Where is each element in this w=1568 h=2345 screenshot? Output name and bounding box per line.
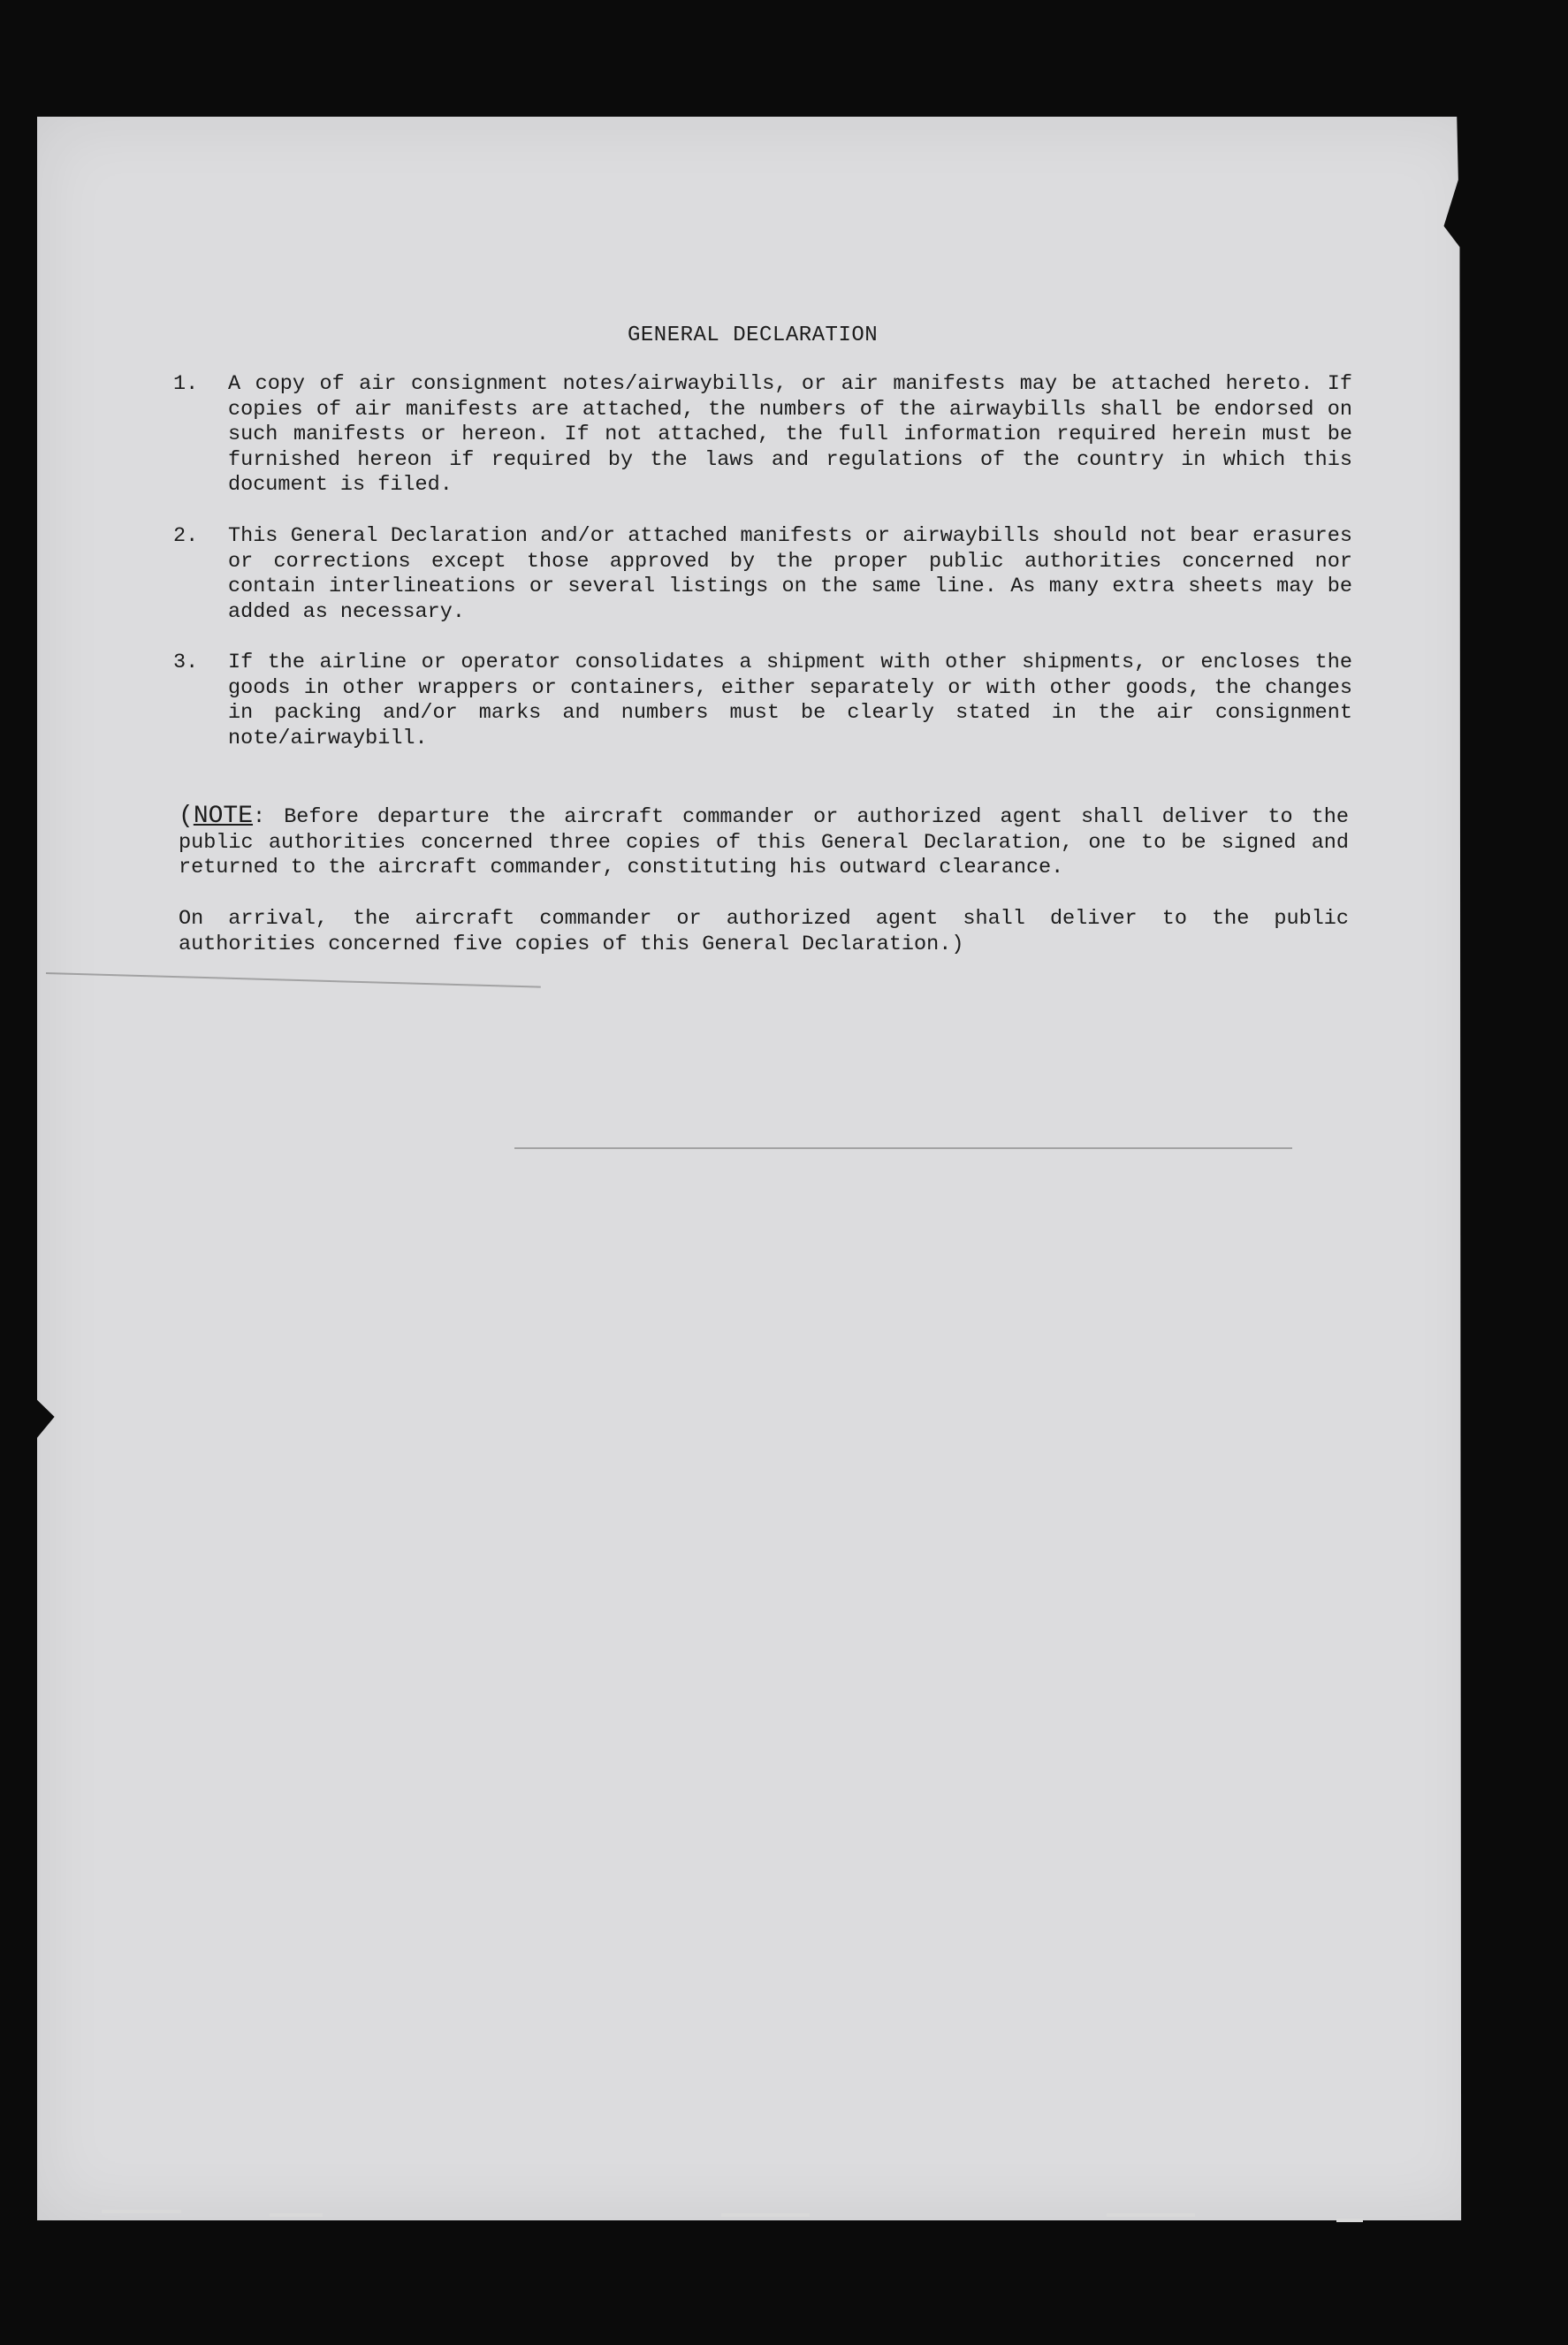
- arrival-paragraph: On arrival, the aircraft commander or authorized agent shall deliver to the public authorities concerned five copies of this General Declaration.): [179, 907, 1349, 956]
- note-label: NOTE: [193, 803, 254, 830]
- note-colon: :: [253, 805, 266, 829]
- item-text: If the airline or operator consolidates a shipment with other shipments, or encloses the goods in other wrappers or containers, either separately or with other goods, the changes in packing and/or marks and numbers must be clearly stated in the air consignment note/airwaybill.: [228, 651, 1352, 750]
- note-text: Before departure the aircraft commander or authorized agent shall deliver to the public authorities concerned three copies of this General Declaration, one to be signed and returned to the aircraft commander, constituting his outward clearance.: [179, 805, 1349, 880]
- scan-mark: [270, 2213, 323, 2217]
- scan-mark: [721, 2213, 810, 2217]
- scan-mark: [1336, 2219, 1363, 2222]
- note-open-paren: (: [179, 803, 194, 830]
- document-title: GENERAL DECLARATION: [628, 324, 879, 347]
- note-paragraph: [179, 804, 1349, 881]
- item-text: A copy of air consignment notes/airwaybills, or air manifests may be attached hereto. If copies of air manifests are attached, the numbers of the airwaybills shall be endorsed on such manifests or hereon. If not attached, the full information required herein must be furnished hereon if required by the laws and regulations of the country in which this document is filed.: [228, 372, 1352, 498]
- scan-mark: [102, 2210, 181, 2213]
- item-text: This General Declaration and/or attached manifests or airwaybills should not bear erasures or corrections except those approved by the proper public authorities concerned nor contain interlineations or several listings on the same line. As many extra sheets may be added as necessary.: [228, 524, 1352, 624]
- item-number: 3.: [173, 651, 199, 674]
- scan-mark: [1107, 2213, 1195, 2217]
- item-number: 2.: [173, 524, 199, 548]
- item-number: 1.: [173, 372, 199, 396]
